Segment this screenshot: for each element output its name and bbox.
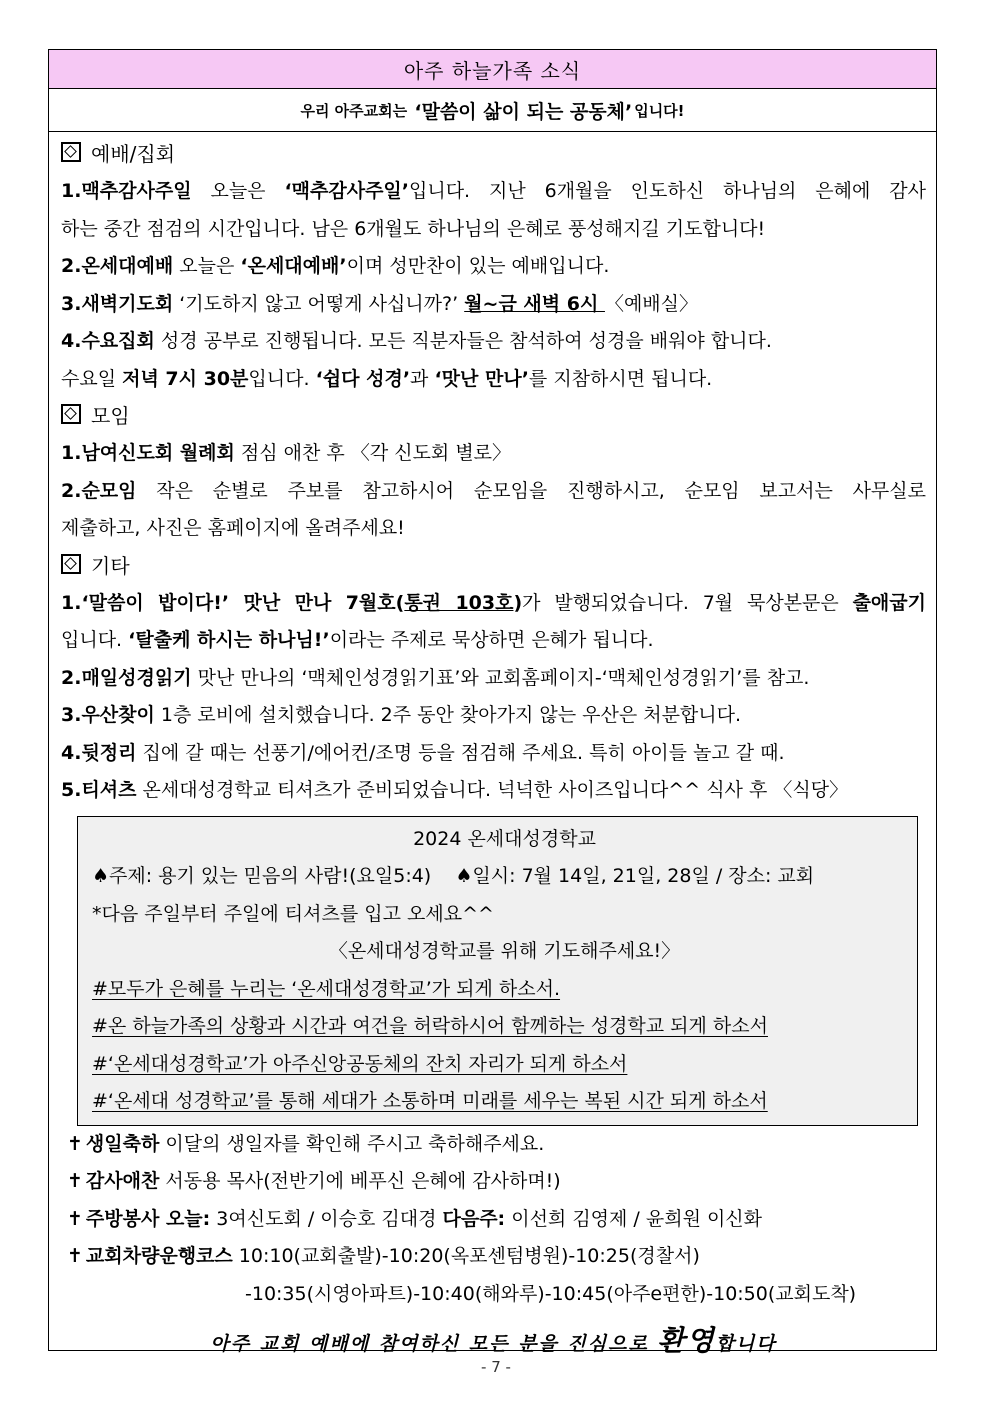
worship-item-1: 1.맥추감사주일 오늘은 ‘맥추감사주일’입니다. 지난 6개월을 인도하신 하나님의 은혜에 감사 bbox=[61, 180, 926, 202]
section-title: 모임 bbox=[91, 404, 130, 428]
motto-bar bbox=[49, 89, 936, 132]
vbs-prayer: #‘온세대성경학교’가 아주신앙공동체의 잔치 자리가 되게 하소서 bbox=[92, 1052, 628, 1075]
notice-shuttle: ✝ 교회차량운행코스 10:10(교회출발)-10:20(옥포센텀병원)-10:25(경찰서) bbox=[67, 1245, 700, 1267]
notice-shuttle-cont: -10:35(시영아파트)-10:40(해와루)-10:45(아주e편한)-10:50(교회도착) bbox=[245, 1282, 857, 1305]
etc-item-1-cont: 입니다. ‘탈출케 하시는 하나님!’이라는 주제로 묵상하면 은혜가 됩니다. bbox=[61, 629, 654, 651]
gathering-item-2-cont: 제출하고, 사진은 홈페이지에 올려주세요! bbox=[61, 517, 405, 539]
etc-item-5: 5.티셔츠 온세대성경학교 티셔츠가 준비되었습니다. 넉넉한 사이즈입니다^^ 식사 후 〈식당〉 bbox=[61, 779, 849, 801]
motto-quote: ‘말씀이 삶이 되는 공동체’ bbox=[414, 100, 633, 123]
section-bullet-icon bbox=[61, 404, 81, 424]
section-title: 기타 bbox=[91, 553, 130, 578]
section-heading-worship bbox=[61, 136, 926, 173]
etc-item-1: 1.‘말씀이 밥이다!’ 맛난 만나 7월호(통권 103호)가 발행되었습니다. 7월 묵상본문은 출애굽기 bbox=[61, 591, 926, 614]
vbs-prayer-title: 〈온세대성경학교를 위해 기도해주세요!〉 bbox=[328, 940, 681, 962]
vbs-theme-and-dates bbox=[92, 858, 917, 896]
cross-icon: ✝ bbox=[67, 1170, 83, 1192]
motto-suffix: 입니다! bbox=[634, 101, 685, 120]
etc-item-4: 4.뒷정리 집에 갈 때는 선풍기/에어컨/조명 등을 점검해 주세요. 특히 아이들 놀고 갈 때. bbox=[61, 741, 785, 764]
vbs-prayer: #온 하늘가족의 상황과 시간과 여건을 허락하시어 함께하는 성경학교 되게 하소서 bbox=[92, 1015, 768, 1037]
page-number: - 7 - bbox=[481, 1358, 511, 1376]
worship-item-2: 2.온세대예배 오늘은 ‘온세대예배’이며 성만찬이 있는 예배입니다. bbox=[61, 255, 610, 277]
etc-item-2: 2.매일성경읽기 맛난 만나의 ‘맥체인성경읽기표’와 교회홈페이지-‘맥체인성경읽기’를 참고. bbox=[61, 666, 810, 689]
section-title: 예배/집회 bbox=[91, 142, 176, 166]
notice-birthday: ✝ 생일축하 이달의 생일자를 확인해 주시고 축하해주세요. bbox=[67, 1132, 545, 1155]
vbs-theme: ♠주제: 용기 있는 믿음의 사람!(요일5:4) bbox=[92, 865, 432, 887]
vbs-prayer: #‘온세대 성경학교’를 통해 세대가 소통하며 미래를 세우는 복된 시간 되게 하소서 bbox=[92, 1090, 768, 1112]
section-bullet-icon bbox=[61, 142, 81, 162]
worship-item-1-cont: 하는 중간 점검의 시간입니다. 남은 6개월도 하나님의 은혜로 풍성해지길 기도합니다! bbox=[61, 217, 766, 240]
motto-prefix: 우리 아주교회는 bbox=[300, 101, 408, 120]
notice-kitchen: ✝ 주방봉사 오늘: 3여신도회 / 이승호 김대경 다음주: 이선희 김영제 / 윤희원 이신화 bbox=[67, 1207, 763, 1230]
vbs-prayer: #모두가 은혜를 누리는 ‘온세대성경학교’가 되게 하소서. bbox=[92, 977, 561, 1000]
vbs-title: 2024 온세대성경학교 bbox=[413, 827, 596, 850]
content bbox=[49, 132, 936, 1359]
cross-icon: ✝ bbox=[67, 1245, 83, 1267]
worship-item-4-cont: 수요일 저녁 7시 30분입니다. ‘쉽다 성경’과 ‘맛난 만나’를 지참하시면 됩니다. bbox=[61, 367, 713, 390]
section-heading-etc bbox=[61, 548, 926, 585]
welcome-message: 아주 교회 예배에 참여하신 모든 분을 진심으로 환영합니다 bbox=[210, 1324, 777, 1357]
gathering-item-1: 1.남여신도회 월례회 점심 애찬 후 〈각 신도회 별로〉 bbox=[61, 442, 512, 464]
vbs-note: *다음 주일부터 주일에 티셔츠를 입고 오세요^^ bbox=[92, 902, 494, 925]
cross-icon: ✝ bbox=[67, 1132, 83, 1155]
bulletin-frame bbox=[48, 49, 937, 1357]
vbs-box bbox=[77, 816, 918, 1126]
etc-item-3: 3.우산찾이 1층 로비에 설치했습니다. 2주 동안 찾아가지 않는 우산은 처분합니다. bbox=[61, 704, 742, 726]
page-title: 아주 하늘가족 소식 bbox=[49, 50, 936, 89]
section-heading-gathering bbox=[61, 398, 926, 435]
section-bullet-icon bbox=[61, 554, 81, 574]
worship-item-3: 3.새벽기도회 ‘기도하지 않고 어떻게 사십니까?’ 월~금 새벽 6시 〈예배실〉 bbox=[61, 292, 699, 315]
vbs-dates: ♠일시: 7월 14일, 21일, 28일 / 장소: 교회 bbox=[455, 865, 815, 887]
cross-icon: ✝ bbox=[67, 1207, 83, 1230]
gathering-item-2: 2.순모임 작은 순별로 주보를 참고하시어 순모임을 진행하시고, 순모임 보고서는 사무실로 bbox=[61, 479, 926, 502]
notice-thanks-meal: ✝ 감사애찬 서동용 목사(전반기에 베푸신 은혜에 감사하며!) bbox=[67, 1170, 561, 1192]
worship-item-4: 4.수요집회 성경 공부로 진행됩니다. 모든 직분자들은 참석하여 성경을 배워야 합니다. bbox=[61, 330, 772, 352]
